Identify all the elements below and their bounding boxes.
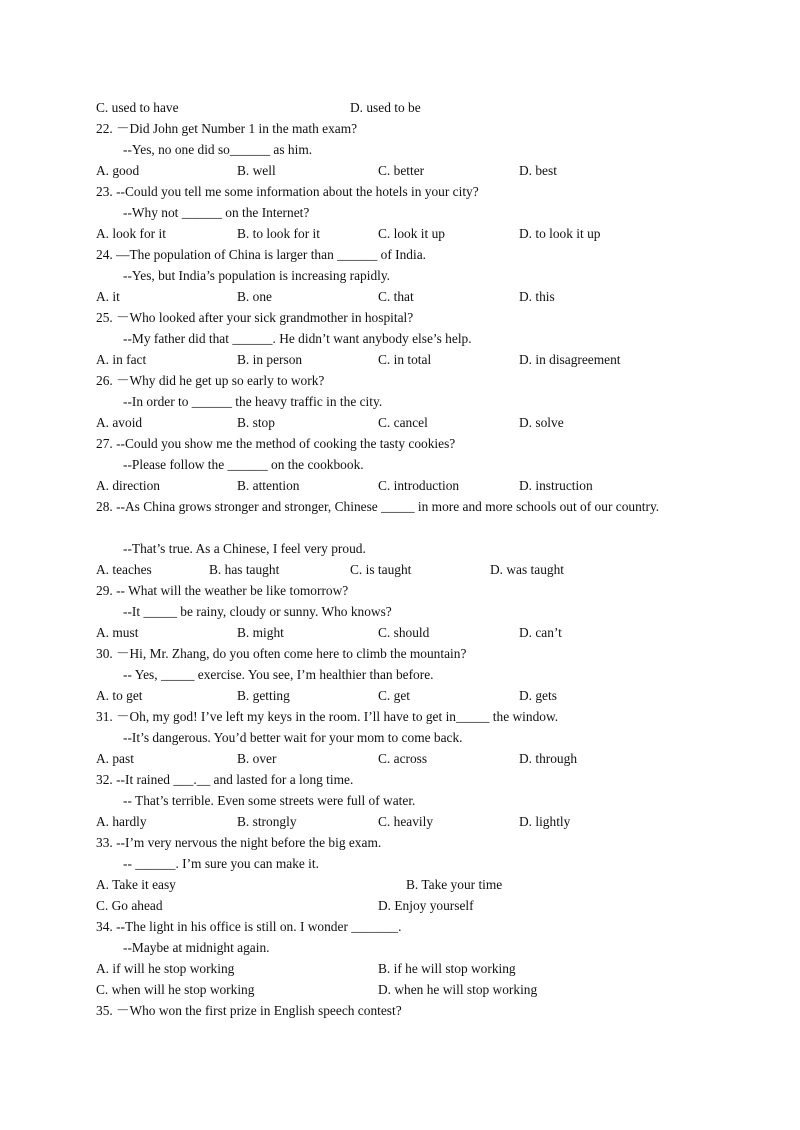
question-text: --It _____ be rainy, cloudy or sunny. Who knows? [123, 604, 392, 619]
question-text: 31. －Oh, my god! I’ve left my keys in the room. I’ll have to get in_____ the window. [96, 709, 559, 724]
option-text: D. was taught [490, 562, 565, 577]
option-text: B. attention [237, 478, 300, 493]
text-line [0, 580, 800, 601]
option-text: D. used to be [350, 100, 421, 115]
option-text: C. better [378, 163, 425, 178]
option-text: C. Go ahead [96, 898, 163, 913]
question-text: 22. －Did John get Number 1 in the math exam? [96, 121, 358, 136]
option-text: D. lightly [519, 814, 571, 829]
text-line [0, 685, 800, 706]
option-text: D. instruction [519, 478, 593, 493]
option-text: D. gets [519, 688, 557, 703]
option-text: C. in total [378, 352, 432, 367]
option-text: A. it [96, 289, 120, 304]
question-text: -- Yes, _____ exercise. You see, I’m healthier than before. [123, 667, 434, 682]
text-line [0, 454, 800, 475]
option-text: C. is taught [350, 562, 412, 577]
option-text: B. one [237, 289, 272, 304]
question-text: 25. －Who looked after your sick grandmother in hospital? [96, 310, 414, 325]
option-text: B. getting [237, 688, 290, 703]
option-text: D. solve [519, 415, 564, 430]
question-text: --Maybe at midnight again. [123, 940, 270, 955]
option-text: A. past [96, 751, 134, 766]
text-line [0, 118, 800, 139]
option-text: A. look for it [96, 226, 166, 241]
text-line [0, 643, 800, 664]
option-text: A. Take it easy [96, 877, 176, 892]
text-line [0, 811, 800, 832]
option-text: A. direction [96, 478, 160, 493]
text-line [0, 895, 800, 916]
text-line [0, 979, 800, 1000]
text-line [0, 706, 800, 727]
text-line [0, 265, 800, 286]
text-line [0, 727, 800, 748]
option-text: B. stop [237, 415, 275, 430]
question-text: 35. －Who won the first prize in English speech contest? [96, 1003, 402, 1018]
text-line [0, 433, 800, 454]
option-text: A. teaches [96, 562, 152, 577]
option-text: C. when will he stop working [96, 982, 255, 997]
option-text: A. good [96, 163, 140, 178]
option-text: C. look it up [378, 226, 445, 241]
option-text: B. to look for it [237, 226, 320, 241]
option-text: B. if he will stop working [378, 961, 516, 976]
question-text: -- ______. I’m sure you can make it. [123, 856, 319, 871]
text-line [0, 1000, 800, 1021]
option-text: C. should [378, 625, 430, 640]
text-line [0, 286, 800, 307]
option-text: D. to look it up [519, 226, 601, 241]
text-line [0, 853, 800, 874]
option-text: B. in person [237, 352, 303, 367]
option-text: B. well [237, 163, 276, 178]
question-text: --Please follow the ______ on the cookbook. [123, 457, 364, 472]
text-line [0, 538, 800, 559]
option-text: C. heavily [378, 814, 434, 829]
text-line [0, 349, 800, 370]
text-line [0, 181, 800, 202]
option-text: A. avoid [96, 415, 143, 430]
option-text: D. best [519, 163, 557, 178]
option-text: D. in disagreement [519, 352, 621, 367]
question-text: 30. －Hi, Mr. Zhang, do you often come here to climb the mountain? [96, 646, 467, 661]
text-line [0, 328, 800, 349]
question-text: --Why not ______ on the Internet? [123, 205, 310, 220]
option-text: A. to get [96, 688, 143, 703]
option-text: A. hardly [96, 814, 147, 829]
question-text: 33. --I’m very nervous the night before the big exam. [96, 835, 382, 850]
option-text: D. when he will stop working [378, 982, 538, 997]
question-text: 26. －Why did he get up so early to work? [96, 373, 325, 388]
option-text: C. that [378, 289, 414, 304]
question-text: 27. --Could you show me the method of cooking the tasty cookies? [96, 436, 456, 451]
text-line [0, 244, 800, 265]
text-line [0, 769, 800, 790]
text-line [0, 937, 800, 958]
option-text: C. introduction [378, 478, 460, 493]
text-line [0, 748, 800, 769]
question-text: 34. --The light in his office is still on. I wonder _______. [96, 919, 402, 934]
option-text: D. can’t [519, 625, 562, 640]
text-line [0, 370, 800, 391]
option-text: B. Take your time [406, 877, 503, 892]
question-text: --Yes, but India’s population is increasing rapidly. [123, 268, 391, 283]
text-line [0, 832, 800, 853]
text-line [0, 475, 800, 496]
text-line [0, 958, 800, 979]
text-line [0, 916, 800, 937]
option-text: C. used to have [96, 100, 179, 115]
question-text: --My father did that ______. He didn’t want anybody else’s help. [123, 331, 472, 346]
text-line [0, 160, 800, 181]
text-line [0, 622, 800, 643]
question-text: 32. --It rained ___.__ and lasted for a long time. [96, 772, 354, 787]
question-text: -- That’s terrible. Even some streets were full of water. [123, 793, 416, 808]
option-text: D. this [519, 289, 555, 304]
question-text: 29. -- What will the weather be like tomorrow? [96, 583, 349, 598]
option-text: B. over [237, 751, 277, 766]
option-text: A. if will he stop working [96, 961, 235, 976]
text-line [0, 412, 800, 433]
question-text: 23. --Could you tell me some information about the hotels in your city? [96, 184, 479, 199]
question-text: --That’s true. As a Chinese, I feel very proud. [123, 541, 366, 556]
option-text: B. might [237, 625, 284, 640]
option-text: B. strongly [237, 814, 297, 829]
question-text: 24. —The population of China is larger than ______ of India. [96, 247, 426, 262]
option-text: A. in fact [96, 352, 147, 367]
option-text: C. get [378, 688, 410, 703]
option-text: D. through [519, 751, 578, 766]
text-line [0, 664, 800, 685]
question-text: --In order to ______ the heavy traffic in the city. [123, 394, 383, 409]
text-line [0, 307, 800, 328]
question-text: --It’s dangerous. You’d better wait for your mom to come back. [123, 730, 463, 745]
text-line [0, 391, 800, 412]
text-line [0, 139, 800, 160]
text-line [0, 202, 800, 223]
text-line [0, 496, 800, 517]
text-line [0, 559, 800, 580]
text-line [0, 874, 800, 895]
option-text: A. must [96, 625, 139, 640]
text-line [0, 97, 800, 118]
option-text: B. has taught [209, 562, 280, 577]
option-text: C. cancel [378, 415, 428, 430]
option-text: C. across [378, 751, 428, 766]
option-text: D. Enjoy yourself [378, 898, 474, 913]
text-line [0, 601, 800, 622]
question-text: 28. --As China grows stronger and stronger, Chinese _____ in more and more schools out of our country. [96, 499, 660, 514]
text-line [0, 790, 800, 811]
text-line [0, 223, 800, 244]
question-text: --Yes, no one did so______ as him. [123, 142, 313, 157]
